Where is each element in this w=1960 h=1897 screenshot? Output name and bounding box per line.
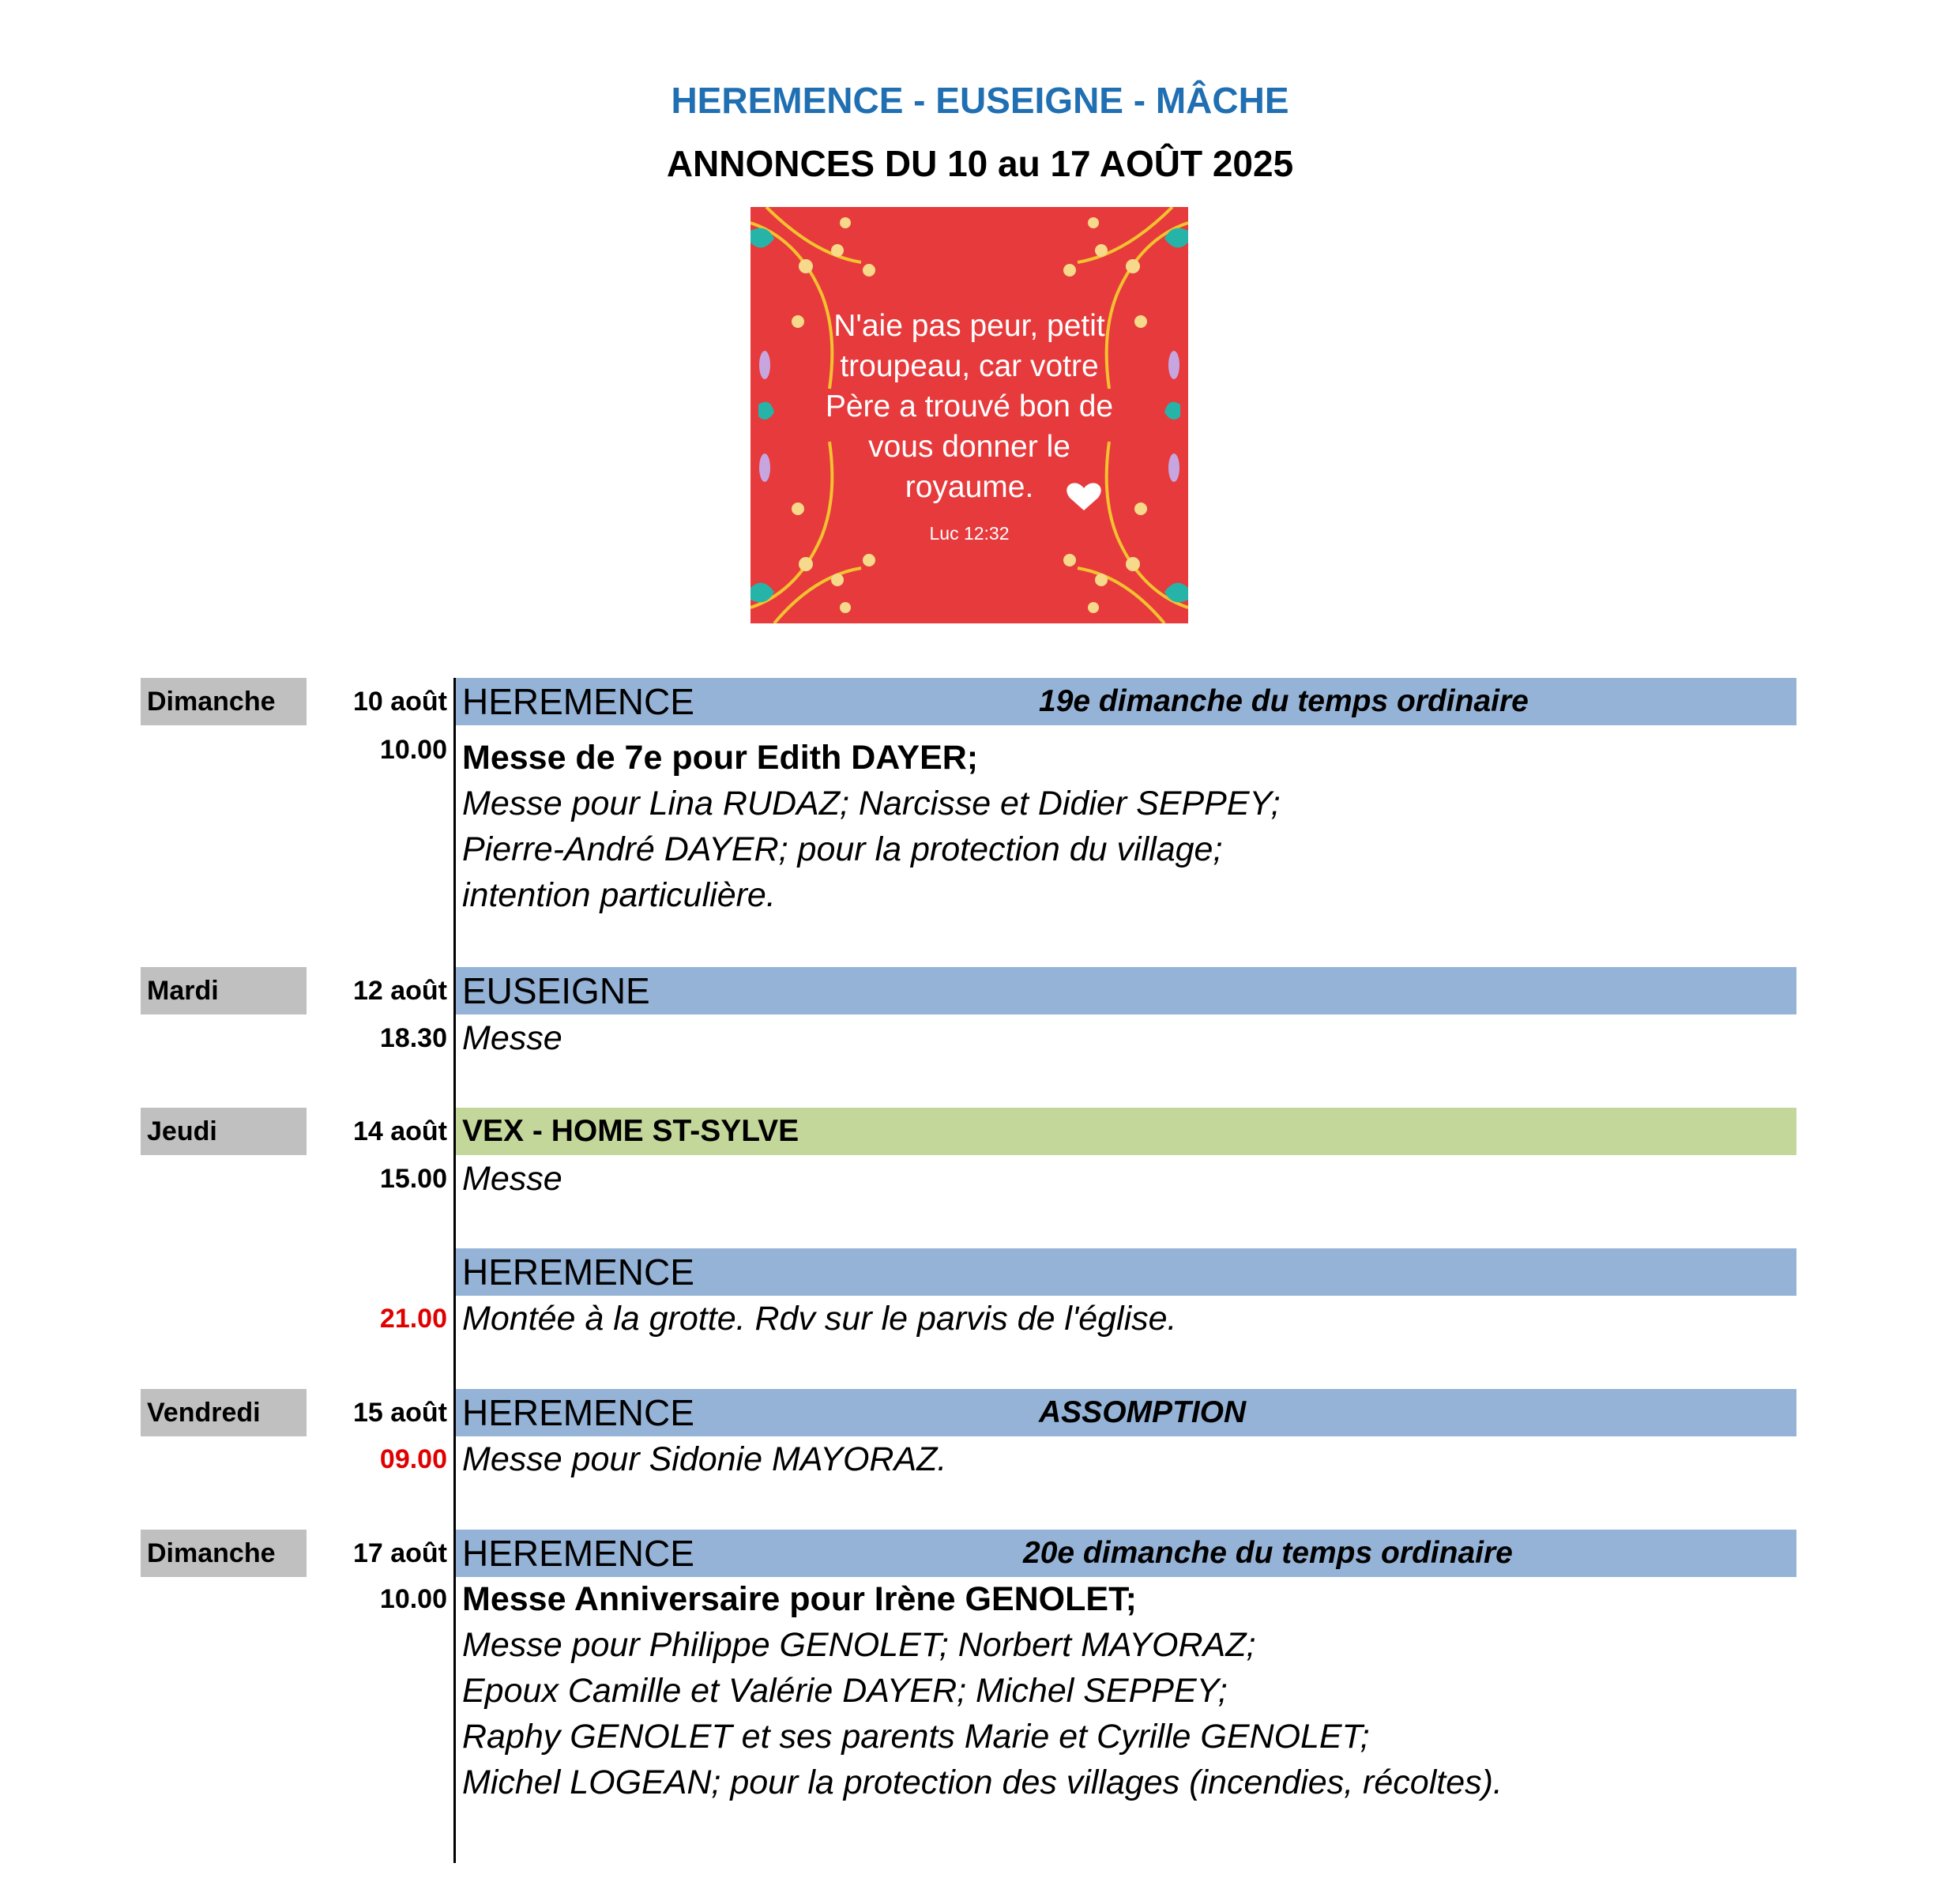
intention-line: Raphy GENOLET et ses parents Marie et Cyrille GENOLET; — [462, 1718, 1370, 1756]
date-label: 10 août — [352, 687, 447, 717]
location-label: HEREMENCE — [462, 1251, 694, 1293]
location-label: VEX - HOME ST-SYLVE — [462, 1114, 799, 1148]
occasion-label: ASSOMPTION — [1039, 1395, 1247, 1429]
intention-line: Messe pour Philippe GENOLET; Norbert MAYORAZ; — [462, 1626, 1256, 1664]
location-bar — [456, 967, 1796, 1014]
occasion-label: 20e dimanche du temps ordinaire — [1023, 1536, 1513, 1570]
verse-text: N'aie pas peur, petit troupeau, car votre Père a trouvé bon de vous donner le royaume. — [825, 309, 1114, 504]
intention-line: Montée à la grotte. Rdv sur le parvis de l'église. — [462, 1300, 1177, 1338]
day-label: Dimanche — [147, 1538, 276, 1568]
page-subtitle: ANNONCES DU 10 au 17 AOÛT 2025 — [666, 143, 1294, 184]
time-label: 21.00 — [379, 1304, 447, 1334]
day-label: Vendredi — [147, 1398, 261, 1428]
date-label: 12 août — [352, 976, 447, 1006]
verse-card — [751, 207, 1188, 623]
intention-line: Michel LOGEAN; pour la protection des villages (incendies, récoltes). — [462, 1763, 1503, 1801]
day-label: Mardi — [147, 976, 219, 1006]
time-label: 18.30 — [379, 1023, 447, 1053]
location-label: EUSEIGNE — [462, 970, 650, 1011]
intention-line: intention particulière. — [462, 876, 776, 914]
date-label: 14 août — [352, 1116, 447, 1146]
intention-line: Messe — [462, 1019, 562, 1057]
intention-line: Messe pour Lina RUDAZ; Narcisse et Didier SEPPEY; — [462, 785, 1281, 822]
intention-line: Messe — [462, 1160, 562, 1198]
intention-line: Pierre-André DAYER; pour la protection du village; — [462, 830, 1223, 868]
intention-line: Messe de 7e pour Edith DAYER; — [462, 739, 979, 777]
location-label: HEREMENCE — [462, 1533, 694, 1574]
day-label: Jeudi — [147, 1116, 217, 1146]
date-label: 17 août — [352, 1538, 447, 1568]
intention-line: Epoux Camille et Valérie DAYER; Michel SEPPEY; — [462, 1672, 1228, 1710]
page-title: HEREMENCE - EUSEIGNE - MÂCHE — [671, 80, 1289, 121]
verse-reference: Luc 12:32 — [929, 523, 1010, 544]
time-label: 09.00 — [379, 1444, 447, 1474]
time-label: 10.00 — [379, 1584, 447, 1614]
occasion-label: 19e dimanche du temps ordinaire — [1039, 684, 1529, 718]
day-label: Dimanche — [147, 687, 276, 717]
date-label: 15 août — [352, 1398, 447, 1428]
intention-line: Messe pour Sidonie MAYORAZ. — [462, 1440, 947, 1478]
location-label: HEREMENCE — [462, 1392, 694, 1433]
time-label: 10.00 — [379, 735, 447, 765]
intention-line: Messe Anniversaire pour Irène GENOLET; — [462, 1580, 1137, 1618]
location-label: HEREMENCE — [462, 681, 694, 722]
time-label: 15.00 — [379, 1164, 447, 1194]
